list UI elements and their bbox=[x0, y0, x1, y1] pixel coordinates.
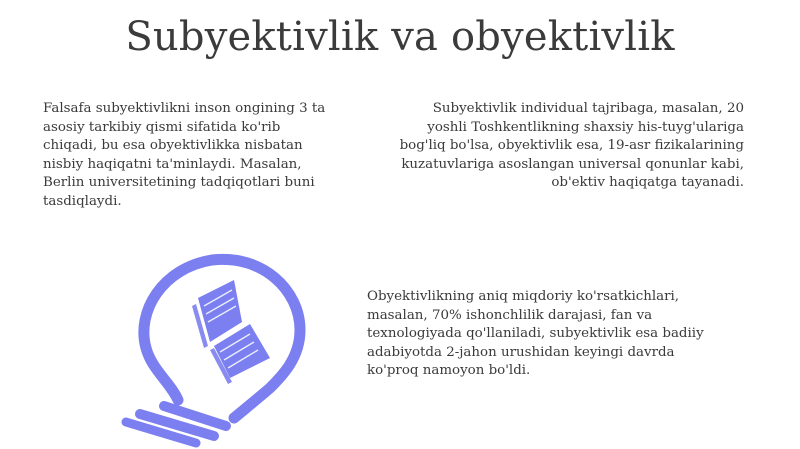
paragraph-left: Falsafa subyektivlikni inson ongining 3 ta asosiy tarkibiy qismi sifatida ko'rib chiqadi, bu esa obyektivlikka nisbatan nisbiy haqiqatni ta'minlaydi. Masalan, Berlin universitetining tadqiqotlari buni tasdiqlaydi. bbox=[43, 101, 326, 209]
slide-title: Subyektivlik va obyektivlik bbox=[125, 14, 675, 60]
book-icon bbox=[192, 280, 270, 384]
paragraph-right: Subyektivlik individual tajribaga, masalan, 20 yoshli Toshkentlikning shaxsiy his-tuyg'ulariga bog'liq bo'lsa, obyektivlik esa, 19-asr fizikalarining kuzatuvlariga asoslangan universal qonunlar kabi, ob'ektiv haqiqatga tayanadi. bbox=[399, 101, 744, 191]
lightbulb-with-book-icon bbox=[100, 250, 330, 448]
paragraph-bottom: Obyektivlikning aniq miqdoriy ko'rsatkichlari, masalan, 70% ishonchlilik darajasi, fan va texnologiyada qo'llaniladi, subyektivlik esa badiiy adabiyotda 2-jahon urushidan keyingi davrda ko'proq namoyon bo'ldi. bbox=[367, 289, 704, 379]
bulb-outline bbox=[144, 259, 300, 418]
